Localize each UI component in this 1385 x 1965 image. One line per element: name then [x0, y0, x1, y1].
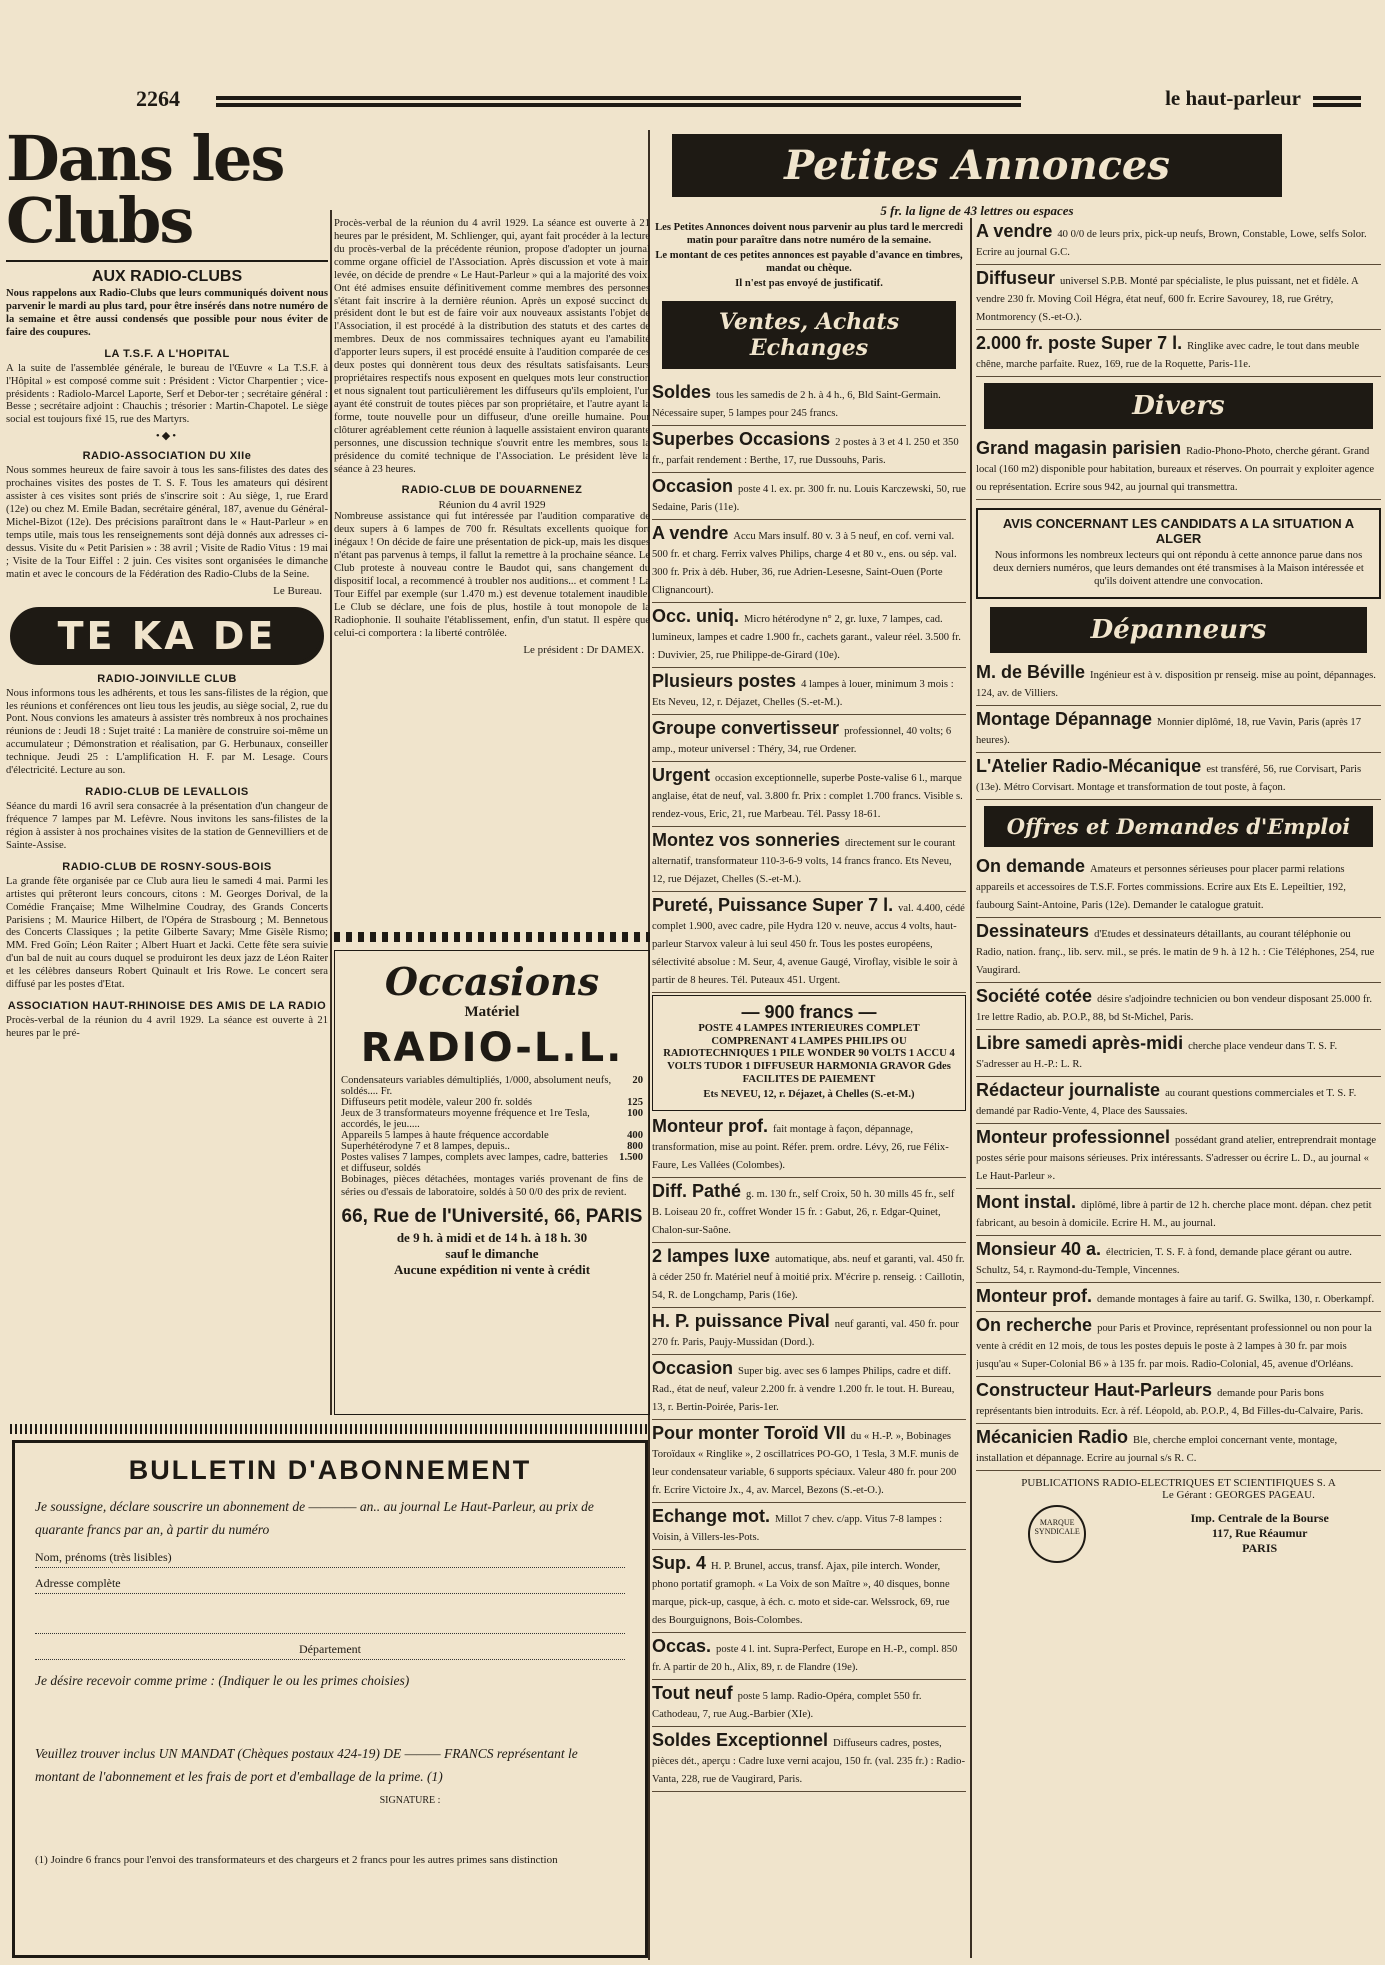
ads-list-c — [976, 218, 1381, 377]
ad-text: g. m. 130 fr., self Croix, 50 h. 30 mills 45 fr., self B. Loiseau 20 fr., coffret Wonder 15 fr. : Gabut, 26, r. Edgar-Quinet, Chalon-sur-Saône. — [652, 1189, 955, 1237]
ad-text: H. P. Brunel, accus, transf. Ajax, pile interch. Wonder, phono portatif gramoph. « La Voix de son Maître », 40 disques, bonne marque, pick-up, casque, à éch. c. moto et side-car. Welssrock, 69, rue des Bourguignons, Bois-Colombes. — [652, 1561, 950, 1627]
gerant: Le Gérant : GEORGES PAGEAU. — [1162, 1488, 1315, 1501]
item-price: 400 — [627, 1130, 643, 1141]
occasions-title: Occasions — [384, 959, 600, 1004]
ad-text: Ingénieur est à v. disposition pr renseig. mise au point, dépannages. 124, av. de Villiers. — [976, 669, 1376, 699]
ad-text: Ringlike avec cadre, le tout dans meuble chêne, marche parfaite. Ruez, 169, rue de la Roquette, Paris-11e. — [976, 341, 1360, 370]
classified-ad — [652, 1178, 966, 1243]
tekade-logo: TE KA DE — [10, 607, 324, 665]
price-row — [341, 1075, 643, 1097]
hatch-band — [10, 1424, 650, 1434]
occasions-hours: de 9 h. à midi et de 14 h. à 18 h. 30 — [396, 1229, 588, 1245]
avis-box — [976, 508, 1381, 599]
rosny-title: RADIO-CLUB DE ROSNY-SOUS-BOIS — [62, 860, 272, 873]
classified-ad — [652, 1113, 966, 1178]
ads-list-depanneurs — [976, 659, 1381, 800]
ad-text: universel S.P.B. Monté par spécialiste, le plus puissant, net et fidèle. A vendre 230 fr. Moving Coil Hégra, état neuf, 600 fr. Ecrire Savourey, 18, rue Grétry, Montmorency (S.-et-O.). — [976, 276, 1359, 323]
prime-field[interactable]: Je désire recevoir comme prime : (Indiquer le ou les primes choisies) — [35, 1672, 410, 1688]
ad-keyword: L'Atelier Radio-Mécanique — [976, 755, 1207, 776]
ad-keyword: On recherche — [976, 1314, 1098, 1335]
ad-text: poste 5 lamp. Radio-Opéra, complet 550 fr. Cathodeau, 7, rue Aug.-Barbier (XIe). — [652, 1691, 922, 1721]
ornament: •◆• — [155, 430, 179, 443]
joinville-text: Nous informons tous les adhérents, et tous les sans-filistes de la région, que les réunions et conférences ont lieu tous les jeudis, au siège social, 2, rue du Pont. Nous convions les amateurs à assister très nombreux à nos prochaines réunions de : Jeudi 18 : Sujet traité : La manière de construire soi-même un accumulateur ; Démonstration et réalisation, par G. Herbunaux, conseiller technique. Jeudi 25 : L'amplification H. F. par M. Lesage. Cours d'électricité. Lecture au son. — [6, 687, 328, 777]
ad-keyword: Occasion — [652, 475, 739, 496]
classified-ad — [976, 1124, 1381, 1189]
xii-title: RADIO-ASSOCIATION DU XIIe — [82, 450, 252, 463]
ad-text: du « H.-P. », Bobinages Toroïdaux « Ringlike », 2 oscillatrices PO-GO, 1 Tesla, 3 M.F. munis de leur condensateur variable, 6 supports spéciaux. Valeur 480 fr. pour 200 fr. Ecrire Victoire Jx., 4, av. Marcel, Bezons (S.-et-O.). — [652, 1431, 959, 1497]
classified-ad — [976, 330, 1381, 377]
classified-ad — [976, 1030, 1381, 1077]
item-price: 100 — [627, 1108, 643, 1119]
union-stamp: MARQUE SYNDICALE — [1028, 1505, 1086, 1563]
nine-hundred-ad — [652, 995, 966, 1112]
classified-ad — [652, 1243, 966, 1308]
occasions-noship: Aucune expédition ni vente à crédit — [393, 1261, 591, 1277]
classified-ad — [652, 1633, 966, 1680]
annonces-intro: Les Petites Annonces doivent nous parvenir au plus tard le mercredi matin pour paraître dans notre numéro de la semaine. — [655, 222, 963, 246]
ad-keyword: Grand magasin parisien — [976, 438, 1187, 458]
ads-list-a — [652, 379, 966, 993]
ad-text: Monnier diplômé, 18, rue Vavin, Paris (après 17 heures). — [976, 716, 1362, 746]
classified-ad — [976, 435, 1381, 500]
item-desc: Superhétérodyne 7 et 8 lampes, depuis.. — [341, 1141, 510, 1152]
avis-text: Nous informons les nombreux lecteurs qui ont répondu à cette annonce parue dans nos deux derniers numéros, que leurs demandes ont été transmises à la Maison intéressée et qu'ils doivent attendre une convocation. — [993, 550, 1364, 587]
subscription-form — [12, 1440, 648, 1958]
paper-name: le haut-parleur — [1165, 86, 1301, 110]
ad-keyword: H. P. puissance Pival — [652, 1311, 835, 1332]
ad-keyword: Soldes — [652, 381, 717, 402]
haut-rhin-text: Procès-verbal de la réunion du 4 avril 1929. La séance est ouverte à 21 heures par le président, M. Schlienger, qui, ayant fait procéder à la lecture du procès-verbal de la précédente réunion, propose d'adopter un journal comme organe officiel de l'Association. Après discussion et vote à main levée, on décide de prendre « Le Haut-Parleur » qui a la majorité des voix. Ont été admises ensuite définitivement comme membres des personnes s'étant fait inscrire à la dernière réunion. Après un exposé succinct du président dont le but est de faire voir aux nouveaux assistants l'objet de l'Association, il est procédé à la distribution des statuts et des cartes de membres. Deux de nos commissaires techniques ayant eu l'amabilité d'apporter leurs supers, il est procédé ensuite à l'audition comparée de ces deux postes qui donnèrent tous deux des résultats satisfaisants. Leurs propriétaires respectifs nous exposent en quelques mots leur construction et nous signalent tout particulièrement les diffuseurs qu'ils emploient, l'un ayant été construit de toutes pièces par son propriétaire, et l'autre ayant la forme, toute nouvelle pour un diffuseur, d'une oreille humaine. Pour clôturer agréablement cette réunion à laquelle assistaient environ quarante personnes, une discussion technique s'ouvrit entre les membres, sous la présidence du comité technique de l'Association. Le président lève la séance à 23 heures. — [334, 218, 650, 475]
classified-ad — [976, 1424, 1381, 1471]
ad-keyword: M. de Béville — [976, 661, 1091, 682]
classified-ad — [976, 1077, 1381, 1124]
classified-ad — [652, 668, 966, 715]
nine-hundred-text: POSTE 4 LAMPES INTERIEURES COMPLET COMPRENANT 4 LAMPES PHILIPS OU RADIOTECHNIQUES 1 PILE WONDER 90 VOLTS 1 ACCU 4 VOLTS TUDOR 1 DIFFUSEUR HARMONIA GRAVOR Gdes FACILITES DE PAIEMENT — [663, 1022, 955, 1086]
ad-keyword: Pour monter Toroïd VII — [652, 1423, 851, 1444]
mandat-text: Veuillez trouver inclus UN MANDAT (Chèques postaux 424-19) DE ——— FRANCS représentant le montant de l'abonnement et les frais de port et d'emballage de la prime. (1) — [35, 1745, 578, 1784]
classified-ad — [652, 1355, 966, 1420]
ad-keyword: A vendre — [976, 221, 1058, 241]
classified-ad — [652, 1680, 966, 1727]
ad-text: est transféré, 56, rue Corvisart, Paris (13e). Métro Corvisart. Montage et transformation de tout poste, à façon. — [976, 763, 1362, 793]
douarnenez-date: Réunion du 4 avril 1929 — [438, 499, 546, 512]
classified-ad — [976, 1283, 1381, 1312]
occasions-brand: RADIO-L.L. — [360, 1025, 624, 1071]
ad-keyword: 2.000 fr. poste Super 7 l. — [976, 333, 1188, 353]
ad-text: demande pour Paris bons représentants bien introduits. Ecr. à réf. Léopold, ab. P.O.P., 4, Bd Filles-du-Calvaire, Paris. — [976, 1387, 1364, 1417]
ad-text: directement sur le courant alternatif, transformateur 110-3-6-9 volts, 14 francs franco. Ets Neveu, 12, rue Déjazet, Chelles (S.-et-M.). — [652, 837, 956, 885]
ad-keyword: Montez vos sonneries — [652, 829, 846, 850]
annonces-rate: 5 fr. la ligne de 43 lettres ou espaces — [880, 203, 1074, 218]
separator-band — [334, 932, 650, 942]
classified-ad — [652, 520, 966, 603]
ad-keyword: Urgent — [652, 764, 715, 785]
ad-keyword: Echange mot. — [652, 1506, 776, 1527]
classified-ad — [976, 1312, 1381, 1377]
ad-text: Amateurs et personnes sérieuses pour placer parmi relations appareils et accessoires de T.S.F. Fortes commissions. Ecrire aux Ets E. Lepeiltier, 192, faubourg Saint-Antoine, Paris (12e). Demander le catalogue gratuit. — [976, 863, 1346, 911]
classified-ad — [976, 1377, 1381, 1424]
ad-keyword: On demande — [976, 855, 1091, 876]
item-desc: Jeux de 3 transformateurs moyenne fréquence et 1re Tesla, accordés, le jeu..... — [341, 1108, 590, 1130]
item-desc: Condensateurs variables démultipliés, 1/000, absolument neufs, soldés.... Fr. — [341, 1075, 612, 1097]
ad-text: cherche place vendeur dans T. S. F. S'adresser au H.-P.: L. R. — [976, 1040, 1338, 1070]
classified-ad — [652, 1727, 966, 1792]
ad-keyword: Dessinateurs — [976, 920, 1095, 941]
ad-keyword: Superbes Occasions — [652, 428, 836, 449]
clubs-column-1 — [6, 128, 328, 1412]
ad-text: pour Paris et Province, représentant professionnel ou non pour la vente à crédit en 12 mois, de tous les postes depuis le poste à 2 lampes à 30 fr. par mois jusqu'au « Super-Colonial B6 » à 135 fr. par mois. Radio-Colonial, 45, avenue d'Orléans. — [976, 1322, 1372, 1370]
annonces-title: Petites Annonces — [672, 134, 1282, 197]
ad-keyword: Mécanicien Radio — [976, 1426, 1134, 1447]
address-field[interactable]: Adresse complète — [35, 1576, 625, 1594]
ads-list-divers — [976, 435, 1381, 500]
occasions-ad — [334, 950, 650, 1415]
classified-ad — [652, 1550, 966, 1633]
price-row — [341, 1130, 643, 1141]
ad-keyword: A vendre — [652, 522, 734, 543]
classified-ad — [652, 426, 966, 473]
department-field[interactable]: Département — [35, 1642, 625, 1660]
publisher-info — [976, 1477, 1381, 1563]
ad-keyword: Diffuseur — [976, 268, 1061, 288]
classified-ad — [652, 762, 966, 827]
ad-text: désire s'adjoindre technicien ou bon vendeur disposant 25.000 fr. 1re lettre Radio, ab. P.O.P., 88, bd St-Michel, Paris. — [976, 993, 1372, 1023]
ad-keyword: Occasion — [652, 1358, 739, 1379]
ad-text: val. 4.400, cédé complet 1.900, avec cadre, pile Hydra 120 v. neuve, accus 4 volts, haut-parleur Starvox valeur à lui seul 450 fr. Tous les postes européens, sélectivité absolue : M. Seur, 4, avenue Gaugé, Viroflay, visible le soir à partir de 8 heures. Tél. Puteaux 451. Urgent. — [652, 902, 965, 986]
ad-keyword: Rédacteur journaliste — [976, 1079, 1166, 1100]
ad-keyword: Sup. 4 — [652, 1553, 712, 1574]
tsf-hopital-title: LA T.S.F. A L'HOPITAL — [104, 347, 230, 360]
bulletin-intro: Je soussigne, déclare souscrire un abonnement de ———— an.. au journal Le Haut-Parleur, au prix de quarante francs par an, à partir du numéro — [35, 1499, 594, 1537]
annonces-column-3 — [652, 218, 966, 1958]
depanneurs-title: Dépanneurs — [990, 607, 1367, 653]
xii-text: Nous sommes heureux de faire savoir à tous les sans-filistes des dates des prochaines visites des postes de T. S. F. Tous les amateurs qui désirent assister à ces visites sont priés de s'inscrire soit : Au siège, 1, rue Erard (12e) ou chez M. Emile Badan, secrétaire général, 187, avenue du Général-Michel-Bizot (12e). Des précisions paraîtront dans le « Haut-Parleur » en temps utile, mais tous les renseignements sont déjà donnés aux adresses ci-dessus. Visite du « Petit Parisien » : 38 avril ; Visite de Radio Vitus : 19 mai ; Visite de la Tour Eiffel : 2 juin. Ces visites sont organisées le dimanche matin et avec le concours de la Fédération des Radio-Clubs de la Seine. — [6, 465, 328, 580]
classified-ad — [652, 473, 966, 520]
price-row — [341, 1097, 643, 1108]
occasions-items — [341, 1075, 643, 1174]
price-row — [341, 1108, 643, 1130]
aux-radio-clubs-title: AUX RADIO-CLUBS — [91, 268, 243, 285]
ad-text: 4 lampes à louer, minimum 3 mois : Ets Neveu, 12, r. Déjazet, Chelles (S.-et-M.). — [652, 678, 954, 708]
printer-city: PARIS — [1242, 1541, 1278, 1556]
ad-keyword: Montage Dépannage — [976, 708, 1158, 729]
annonces-intro-3: Il n'est pas envoyé de justificatif. — [735, 277, 883, 289]
classified-ad — [652, 1420, 966, 1503]
classified-ad — [976, 918, 1381, 983]
ad-text: demande montages à faire au tarif. G. Swilka, 130, r. Oberkampf. — [1096, 1293, 1375, 1305]
ad-keyword: 2 lampes luxe — [652, 1246, 776, 1267]
levallois-text: Séance du mardi 16 avril sera consacrée à la présentation d'un changeur de fréquence 7 lampes par M. Lefèvre. Nous invitons les sans-filistes de la région à assister à nos prochaines visites de la station de Gennevilliers et de Sainte-Assise. — [6, 801, 328, 851]
ad-text: fait montage à façon, dépannage, transformation, mise au point. Réfer. prem. ordre. Lévy, 26, rue Félix-Faure, Les Vallées (Colombes). — [652, 1124, 949, 1172]
douarnenez-signature: Le président : Dr DAMEX. — [523, 643, 644, 656]
nine-hundred-title: — 900 francs — — [741, 1001, 877, 1022]
classified-ad — [976, 1236, 1381, 1283]
tsf-hopital-text: A la suite de l'assemblée générale, le bureau de l'Œuvre « La T.S.F. à l'Hôpital » est composé comme suit : Président : Victor Charpentier ; vice-présidents : Radiolo-Marcel Laporte, Serf et Debor-ter ; secrétaire général : Besse ; secrétaire adjoint : Chauchis ; trésorier : Martin-Chapotel. Le siège social est toujours fixé 15, rue des Martyrs. — [6, 362, 328, 426]
ads-list-offres — [976, 853, 1381, 1471]
item-desc: Postes valises 7 lampes, complets avec lampes, cadre, batteries et diffuseur, soldés — [341, 1152, 608, 1174]
ad-text: diplômé, libre à partir de 12 h. cherche place mont. dépan. chez petit fabricant, au besoin à domicile. Ecrire H. M., au journal. — [976, 1199, 1372, 1229]
classified-ad — [976, 983, 1381, 1030]
ad-keyword: Société cotée — [976, 985, 1098, 1006]
ad-text: occasion exceptionnelle, superbe Poste-valise 6 l., marque anglaise, état de neuf, val. 3.800 fr. Prix : complet 1.700 francs. Visible s. rendez-vous, Eric, 21, rue Marbeau. Tél. Passy 18-61. — [652, 772, 963, 820]
ad-text: Micro hétérodyne n° 2, gr. luxe, 7 lampes, cad. lumineux, lampes et cadre 1.900 fr., cachets garant., valeur réel. 3.500 fr. : Duvivier, 25, rue Philippe-de-Girard (10e). — [652, 613, 961, 661]
publisher-name: PUBLICATIONS RADIO-ELECTRIQUES ET SCIENTIFIQUES S. A — [1021, 1476, 1336, 1489]
ad-text: Super big. avec ses 6 lampes Philips, cadre et diff. Rad., état de neuf, valeur 2.200 fr. à vendre 1.200 fr. le tout. H. Bureau, 13, r. Bertin-Poirée, Paris-1er. — [652, 1366, 955, 1414]
item-price: 800 — [627, 1141, 643, 1152]
ad-text: Radio-Phono-Photo, cherche gérant. Grand local (160 m2) disponible pour habitation, bureaux et réserves. On pourrait y exploiter agence ou représentation. Ecrire sous 942, au journal qui transmettra. — [976, 446, 1375, 493]
ad-text: Accu Mars insulf. 80 v. 3 à 5 neuf, en cof. verni val. 500 fr. et charg. Ferrix valves Philips, charge 4 et 80 v., ens. ou sép. val. 300 fr. Prix à déb. Huber, 36, rue Adrien-Lesesne, Saint-Ouen (Porte Clignancourt). — [652, 530, 957, 596]
classified-ad — [976, 265, 1381, 330]
printer-name: Imp. Centrale de la Bourse — [1190, 1511, 1329, 1526]
item-price: 20 — [632, 1075, 643, 1086]
bulletin-title: BULLETIN D'ABONNEMENT — [128, 1455, 532, 1485]
occasions-note: Bobinages, pièces détachées, montages variés provenant de fins de séries ou d'essais de laboratoire, soldés à 50 0/0 des prix de revient. — [341, 1174, 643, 1198]
offres-title: Offres et Demandes d'Emploi — [984, 806, 1373, 847]
ad-keyword: Monteur prof. — [976, 1285, 1097, 1306]
classified-ad — [652, 892, 966, 993]
ad-text: 2 postes à 3 et 4 l. 250 et 350 fr., parfait rendement : Berthe, 17, rue Dussouhs, Paris. — [652, 436, 959, 466]
classified-ad — [652, 715, 966, 762]
haut-rhin-title: ASSOCIATION HAUT-RHINOISE DES AMIS DE LA RADIO — [7, 1000, 327, 1013]
item-desc: Diffuseurs petit modèle, valeur 200 fr. soldés — [341, 1097, 533, 1108]
ad-keyword: Pureté, Puissance Super 7 l. — [652, 894, 899, 915]
ads-list-b — [652, 1113, 966, 1792]
occasions-address: 66, Rue de l'Université, 66, PARIS — [341, 1205, 643, 1227]
douarnenez-title: RADIO-CLUB DE DOUARNENEZ — [401, 484, 583, 497]
classified-ad — [652, 603, 966, 668]
classified-ad — [976, 1189, 1381, 1236]
classified-ad — [976, 853, 1381, 918]
ad-text: poste 4 l. int. Supra-Perfect, Europe en H.-P., compl. 850 fr. A partir de 20 h., Alix, 89, r. de Flandre (19e). — [652, 1644, 958, 1674]
printer-street: 117, Rue Réaumur — [1211, 1526, 1308, 1541]
divers-title: Divers — [984, 383, 1373, 429]
column-divider — [970, 218, 972, 1958]
ad-text: d'Etudes et dessinateurs détaillants, au courant téléphonie ou Radio, nation. franç., lib. serv. mil., se prés. le matin de 9 h. à 12 h. : Cie Téléphones, 254, rue Vaugirard. — [976, 928, 1375, 976]
annonces-column-4 — [976, 218, 1381, 1960]
classified-ad — [976, 659, 1381, 706]
ad-keyword: Constructeur Haut-Parleurs — [976, 1379, 1218, 1400]
aux-radio-clubs-text: Nous rappelons aux Radio-Clubs que leurs communiqués doivent nous parvenir le mardi au plus tard, pour être insérés dans notre numéro de la semaine et être aussi condensés que possible pour nous éviter de faire des coupures. — [6, 288, 328, 338]
ad-text: au courant questions commerciales et T. S. F. demandé par Radio-Vente, 4, Place des Saussaies. — [976, 1087, 1357, 1117]
classified-ad — [652, 379, 966, 426]
classified-ad — [976, 218, 1381, 265]
ventes-title: Ventes, Achats Echanges — [662, 301, 956, 369]
item-price: 125 — [627, 1097, 643, 1108]
clubs-title: Dans les Clubs — [6, 128, 284, 257]
ad-text: Ble, cherche emploi concernant vente, montage, installation et dépannage. Ecrire au journal s/s R. C. — [976, 1434, 1338, 1464]
masthead — [6, 76, 1381, 126]
ad-keyword: Occas. — [652, 1636, 717, 1657]
occasions-sub: Matériel — [464, 1004, 520, 1020]
classified-ad — [976, 753, 1381, 800]
xii-signature: Le Bureau. — [273, 584, 322, 597]
item-desc: Appareils 5 lampes à haute fréquence accordable — [341, 1130, 549, 1141]
ad-keyword: Tout neuf — [652, 1683, 738, 1704]
ad-text: 40 0/0 de leurs prix, pick-up neufs, Brown, Constable, Lowe, selfs Solor. Ecrire au journal G.C. — [976, 229, 1367, 258]
ad-keyword: Monsieur 40 a. — [976, 1238, 1107, 1259]
joinville-title: RADIO-JOINVILLE CLUB — [97, 672, 237, 685]
ad-text: Diffuseurs cadres, postes, pièces dét., aperçu : Cadre luxe verni acajou, 150 fr. (val. 235 fr.) : Radio-Vanta, 228, rue de Vaugirard, Paris. — [652, 1738, 965, 1786]
ad-keyword: Occ. uniq. — [652, 605, 745, 626]
price-row — [341, 1141, 643, 1152]
ad-keyword: Monteur prof. — [652, 1116, 773, 1137]
item-price: 1.500 — [619, 1152, 643, 1163]
classified-ad — [976, 706, 1381, 753]
ad-text: professionnel, 40 volts; 6 amp., moteur universel : Théry, 34, rue Ordener. — [652, 725, 952, 755]
ad-keyword: Monteur professionnel — [976, 1126, 1176, 1147]
haut-rhin-text-start: Procès-verbal de la réunion du 4 avril 1929. La séance est ouverte à 21 heures par le pré- — [6, 1015, 328, 1039]
ad-text: tous les samedis de 2 h. à 4 h., 6, Bld Saint-Germain. Nécessaire super, 5 lampes pour 245 francs. — [652, 389, 941, 419]
avis-title: AVIS CONCERNANT LES CANDIDATS A LA SITUATION A ALGER — [1002, 516, 1355, 546]
rosny-text: La grande fête organisée par ce Club aura lieu le samedi 4 mai. Parmi les artistes qui prêteront leurs concours, citons : M. Georges Dorival, de la Comédie Française; Mme Wilhelmine Coudray, des Grands Concerts Parisiens ; M. Maurice Hilbert, de l'Opéra de Strasbourg ; M. Bennetous des Concerts Classiques ; la petite Gilberte Savary; Mme Gisèle Rismo; MM. Fred Goïn; Léon Raiter ; Albert Huart et Jacki. Cette fête sera suivie d'un bal de nuit au cours duquel se produiront les deux jazz de Léon Raiter et les célèbres danseurs Robert Quinault et Iris Rowe. Le concert sera diffusé par les postes d'Etat. — [6, 875, 328, 991]
page-number: 2264 — [136, 86, 180, 111]
classified-ad — [652, 827, 966, 892]
annonces-header — [672, 128, 1282, 218]
empty-field[interactable] — [35, 1616, 625, 1634]
ad-text: neuf garanti, val. 450 fr. pour 270 fr. Paris, Paujy-Mussidan (Dord.). — [652, 1319, 959, 1349]
masthead-rule-right — [1313, 96, 1361, 100]
douarnenez-text: Nombreuse assistance qui fut intéressée par l'audition comparative de deux supers à 6 lampes de 700 fr. Résultats excellents quoique fort inégaux ! On décide de faire une présentation de pick-up, mais les disques n'étant pas parvenus à temps, il fallut la remettre à la prochaine séance. Le Club proteste à nouveau contre le Baudot qui, sans changement du dispositif local, a recommencé à troubler nos auditions... et comment ! La Tour Eiffel par exemple (sur 1.470 m.) est devenue totalement inaudible. Le Club se déclare, une fois de plus, hostile à tout monopole de la Radiophonie. Il souhaite l'établissement, enfin, d'un statut. Il espère que celui-ci comportera : la liberté contrôlée. — [334, 511, 650, 639]
ad-keyword: Plusieurs postes — [652, 670, 802, 691]
bulletin-footnote: (1) Joindre 6 francs pour l'envoi des transformateurs et des chargeurs et 2 francs pour les autres primes sans distinction — [35, 1853, 558, 1866]
ad-keyword: Groupe convertisseur — [652, 717, 845, 738]
annonces-intro-2: Le montant de ces petites annonces est payable d'avance en timbres, mandat ou chèque. — [655, 249, 963, 274]
masthead-rule — [216, 96, 1021, 100]
levallois-title: RADIO-CLUB DE LEVALLOIS — [85, 786, 249, 799]
ad-text: électricien, T. S. F. à fond, demande place gérant ou autre. Schultz, 54, r. Raymond-du-Temple, Vincennes. — [976, 1246, 1352, 1276]
ad-keyword: Mont instal. — [976, 1191, 1081, 1212]
ad-keyword: Libre samedi après-midi — [976, 1032, 1189, 1053]
price-row — [341, 1152, 643, 1174]
classified-ad — [652, 1503, 966, 1550]
ad-text: Millot 7 chev. c/app. Vitus 7-8 lampes : Voisin, à Villers-les-Pots. — [652, 1514, 943, 1544]
ad-text: possédant grand atelier, entreprendrait montage postes série pour maisons sérieuses. Prix intéressants. S'adresser ou écrire L. D., au journal « Le Haut-Parleur ». — [976, 1134, 1377, 1182]
ad-keyword: Soldes Exceptionnel — [652, 1730, 834, 1751]
occasions-closed: sauf le dimanche — [445, 1245, 539, 1261]
classified-ad — [652, 1308, 966, 1355]
name-field[interactable]: Nom, prénoms (très lisibles) — [35, 1550, 625, 1568]
nine-hundred-addr: Ets NEVEU, 12, r. Déjazet, à Chelles (S.-et-M.) — [703, 1089, 915, 1101]
ad-text: poste 4 l. ex. pr. 300 fr. nu. Louis Karczewski, 50, rue Sedaine, Paris (11e). — [652, 483, 966, 513]
signature-label: SIGNATURE : — [379, 1794, 441, 1806]
column-divider — [330, 210, 332, 1415]
ad-keyword: Diff. Pathé — [652, 1181, 747, 1202]
ad-text: automatique, abs. neuf et garanti, val. 450 fr. à céder 250 fr. Matériel neuf à moitié prix. M'écrire p. renseig. : Caillotin, 54, R. de Longchamp, Paris (16e). — [652, 1254, 965, 1302]
